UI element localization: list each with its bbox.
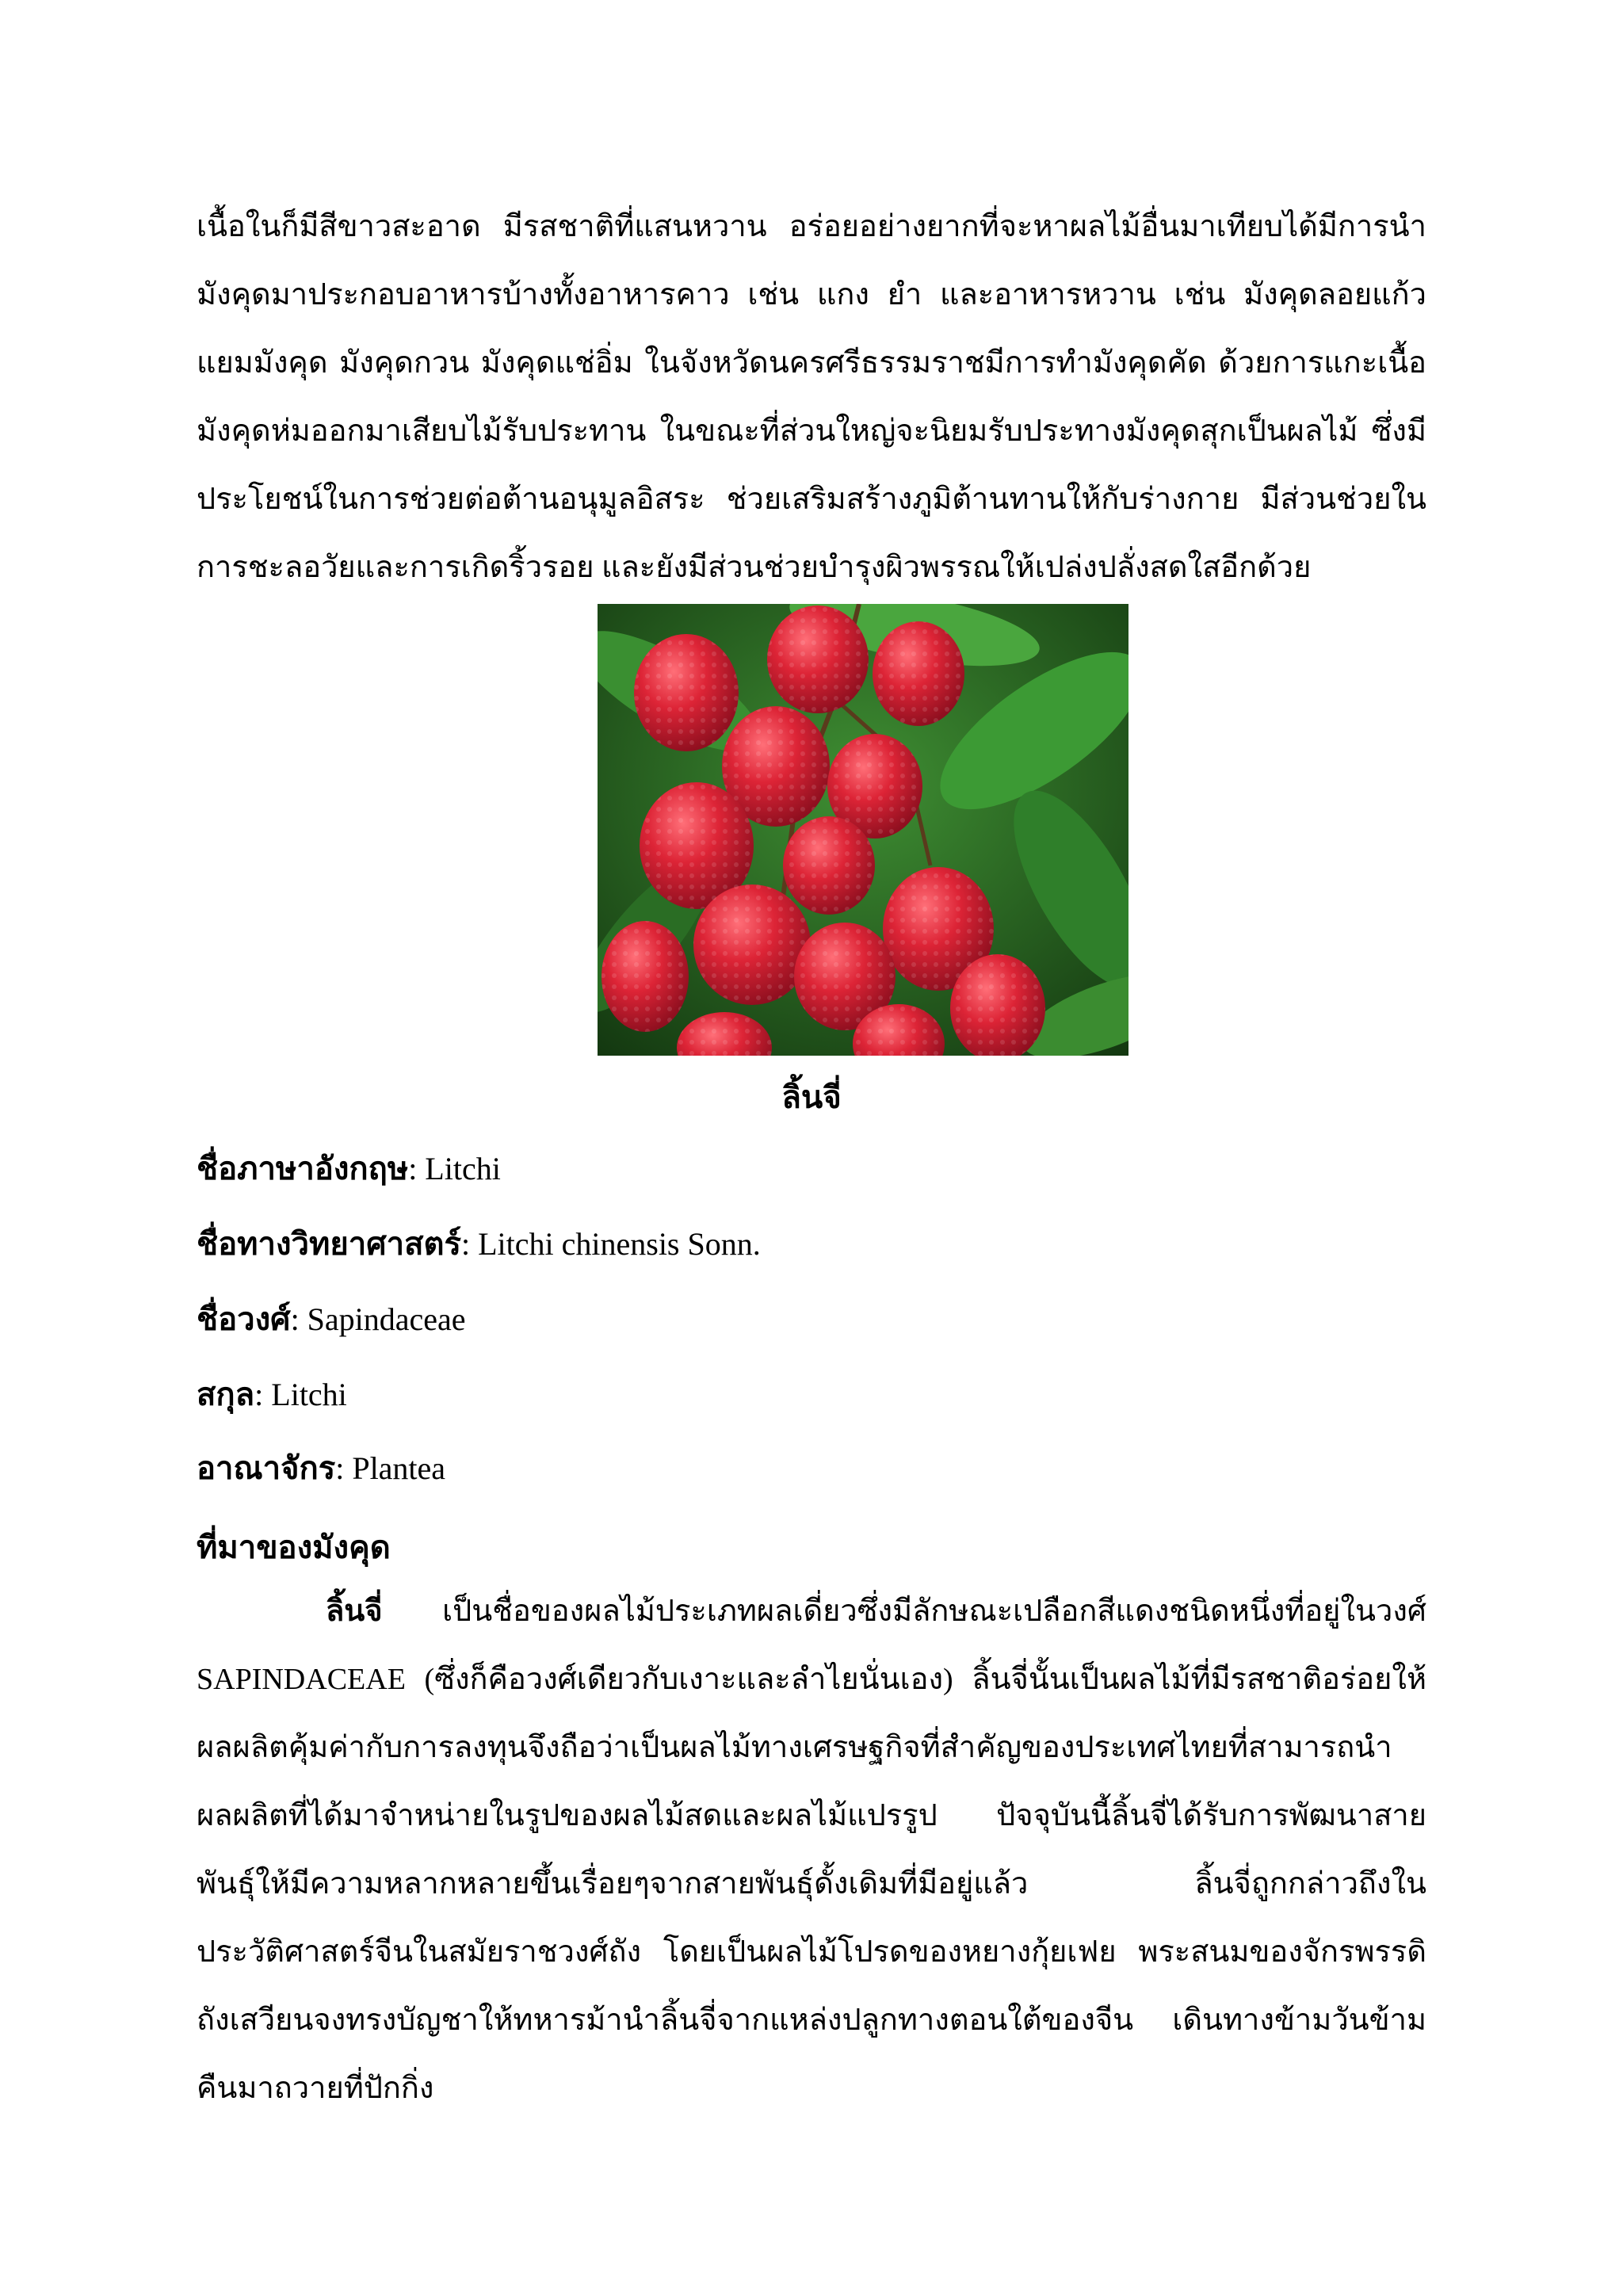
field-label: ชื่อภาษาอังกฤษ bbox=[197, 1151, 409, 1186]
intro-paragraph: เนื้อในก็มีสีขาวสะอาด มีรสชาติที่แสนหวาน อร่อยอย่างยากที่จะหาผลไม้อื่นมาเทียบได้มีการนำมังคุดมาประกอบอาหารบ้างทั้งอาหารคาว เช่น แกง ยำ และอาหารหวาน เช่น มังคุดลอยแก้ว แยมมังคุด มังคุดกวน มังคุดแช่อิ่ม ในจังหวัดนครศรีธรรมราชมีการทำมังคุดคัด ด้วยการแกะเนื้อมังคุดห่มออกมาเสียบไม้รับประทาน ในขณะที่ส่วนใหญ่จะนิยมรับประทางมังคุดสุกเป็นผลไม้ ซึ่งมีประโยชน์ในการช่วยต่อต้านอนุมูลอิสระ ช่วยเสริมสร้างภูมิต้านทานให้กับร่างกาย มีส่วนช่วยในการชะลอวัยและการเกิดริ้วรอย และยังมีส่วนช่วยบำรุงผิวพรรณให้เปล่งปลั่งสดใสอีกด้วย bbox=[197, 210, 1426, 584]
field-value: : Sapindaceae bbox=[290, 1301, 466, 1337]
figure-caption: ลิ้นจี่ bbox=[781, 1079, 842, 1115]
field-english-name bbox=[197, 1149, 501, 1189]
field-genus bbox=[197, 1375, 347, 1415]
field-value: : Litchi chinensis Sonn. bbox=[460, 1226, 761, 1262]
field-family bbox=[197, 1300, 466, 1339]
origin-heading: ที่มาของมังคุด bbox=[197, 1530, 391, 1565]
origin-text: เป็นชื่อของผลไม้ประเภทผลเดี่ยวซึ่งมีลักษณะเปลือกสีแดงชนิดหนึ่งที่อยู่ในวงศ์ SAPINDACEAE (ซึ่งก็คือวงศ์เดียวกับเงาะและลำไยนั่นเอง) ลิ้นจี่นั้นเป็นผลไม้ที่มีรสชาติอร่อยให้ผลผลิตคุ้มค่ากับการลงทุนจึงถือว่าเป็นผลไม้ทางเศรษฐกิจที่สำคัญของประเทศไทยที่สามารถนำผลผลิตที่ได้มาจำหน่ายในรูปของผลไม้สดและผลไม้แปรรูป ปัจจุบันนี้ลิ้นจี่ได้รับการพัฒนาสายพันธุ์ให้มีความหลากหลายขึ้นเรื่อยๆจากสายพันธุ์ดั้งเดิมที่มีอยู่แล้ว ลิ้นจี่ถูกกล่าวถึงในประวัติศาสตร์จีนในสมัยราชวงศ์ถัง โดยเป็นผลไม้โปรดของหยางกุ้ยเฟย พระสนมของจักรพรรดิถังเสวียนจงทรงบัญชาให้ทหารม้านำลิ้นจี่จากแหล่งปลูกทางตอนใต้ของจีน เดินทางข้ามวันข้ามคืนมาถวายที่ปักกิ่ง bbox=[197, 1595, 1426, 2105]
lychee-photo bbox=[598, 604, 1128, 1056]
field-scientific-name bbox=[197, 1224, 761, 1264]
origin-paragraph bbox=[197, 1577, 1426, 2122]
field-label: อาณาจักร bbox=[197, 1450, 336, 1486]
field-kingdom bbox=[197, 1449, 445, 1488]
field-value: : Litchi bbox=[408, 1151, 501, 1186]
field-label: ชื่อวงศ์ bbox=[197, 1301, 291, 1337]
field-value: : Litchi bbox=[254, 1377, 347, 1412]
origin-lead: ลิ้นจี่ bbox=[326, 1595, 383, 1628]
field-label: สกุล bbox=[197, 1377, 255, 1412]
field-label: ชื่อทางวิทยาศาสตร์ bbox=[197, 1226, 461, 1262]
field-value: : Plantea bbox=[335, 1450, 446, 1486]
lychee-illustration bbox=[598, 604, 1128, 1056]
